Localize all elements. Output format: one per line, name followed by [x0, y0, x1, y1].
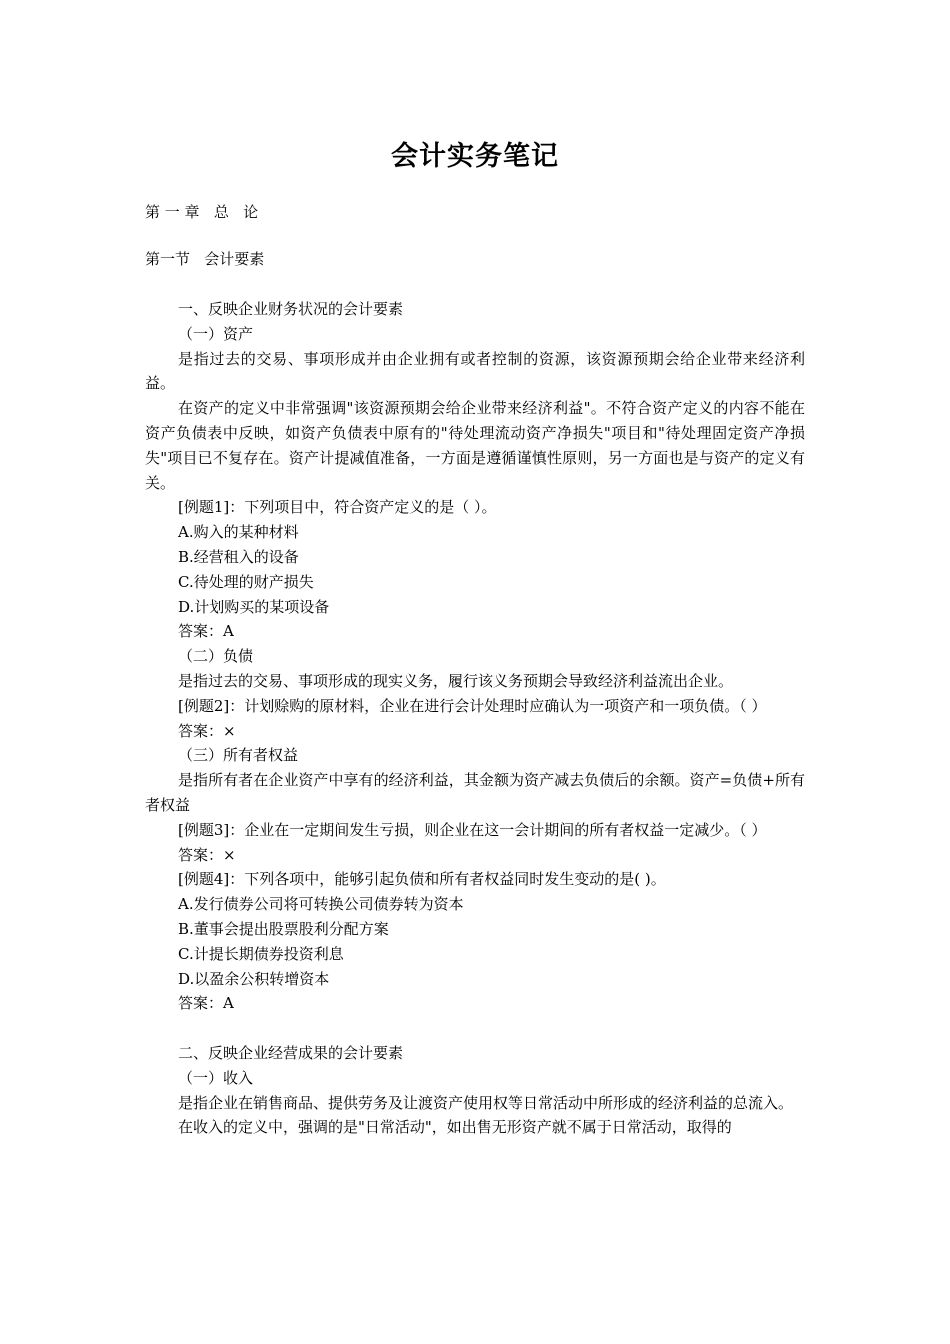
paragraph: 在资产的定义中非常强调"该资源预期会给企业带来经济利益"。不符合资产定义的内容不能在资产负债表中反映，如资产负债表中原有的"待处理流动资产净损失"项目和"待处理固定资产净损失"项目已不复存在。资产计提减值准备，一方面是遵循谨慎性原则，另一方面也是与资产的定义有关。 [145, 399, 805, 492]
subheading-revenue: （一）收入 [178, 1068, 254, 1087]
paragraph: 是指过去的交易、事项形成的现实义务，履行该义务预期会导致经济利益流出企业。 [178, 671, 734, 690]
example-option: B.经营租入的设备 [178, 547, 299, 566]
paragraph: 是指过去的交易、事项形成并由企业拥有或者控制的资源，该资源预期会给企业带来经济利益。 [145, 349, 805, 393]
example-option: C.计提长期债券投资利息 [178, 944, 344, 963]
example-option: B.董事会提出股票股利分配方案 [178, 919, 389, 938]
example-question: [例题3]：企业在一定期间发生亏损，则企业在这一会计期间的所有者权益一定减少。（ ） [178, 820, 767, 839]
example-answer: 答案：× [178, 721, 236, 740]
subheading-owners-equity: （三）所有者权益 [178, 746, 299, 765]
chapter-heading: 第 一 章 总 论 [145, 203, 259, 221]
paragraph: 是指所有者在企业资产中享有的经济利益，其金额为资产减去负债后的余额。资产=负债+所有者权益 [145, 771, 805, 814]
example-option: D.计划购买的某项设备 [178, 597, 330, 616]
document-body [145, 297, 805, 1140]
subheading-operating-results: 二、反映企业经营成果的会计要素 [178, 1043, 404, 1062]
document-title: 会计实务笔记 [391, 141, 559, 172]
example-option: A.发行债券公司将可转换公司债券转为资本 [178, 895, 464, 914]
paragraph: 是指企业在销售商品、提供劳务及让渡资产使用权等日常活动中所形成的经济利益的总流入。 [178, 1093, 794, 1112]
example-option: D.以盈余公积转增资本 [178, 969, 330, 988]
example-answer: 答案：× [178, 845, 236, 864]
subheading-financial-position: 一、反映企业财务状况的会计要素 [178, 300, 404, 318]
paragraph: 在收入的定义中，强调的是"日常活动"，如出售无形资产就不属于日常活动，取得的 [178, 1118, 732, 1137]
subheading-assets: （一）资产 [178, 324, 254, 343]
example-question: [例题4]：下列各项中，能够引起负债和所有者权益同时发生变动的是( )。 [178, 870, 666, 889]
blank-line [145, 1016, 805, 1041]
example-option: A.购入的某种材料 [178, 523, 299, 542]
subheading-liabilities: （二）负债 [178, 647, 254, 666]
example-option: C.待处理的财产损失 [178, 572, 314, 591]
example-question: [例题2]：计划赊购的原材料，企业在进行会计处理时应确认为一项资产和一项负债。（ ） [178, 696, 767, 715]
section-heading: 第一节 会计要素 [145, 250, 265, 268]
example-answer: 答案：A [178, 994, 234, 1013]
example-question: [例题1]：下列项目中，符合资产定义的是（ ）。 [178, 498, 497, 517]
example-answer: 答案：A [178, 622, 234, 641]
